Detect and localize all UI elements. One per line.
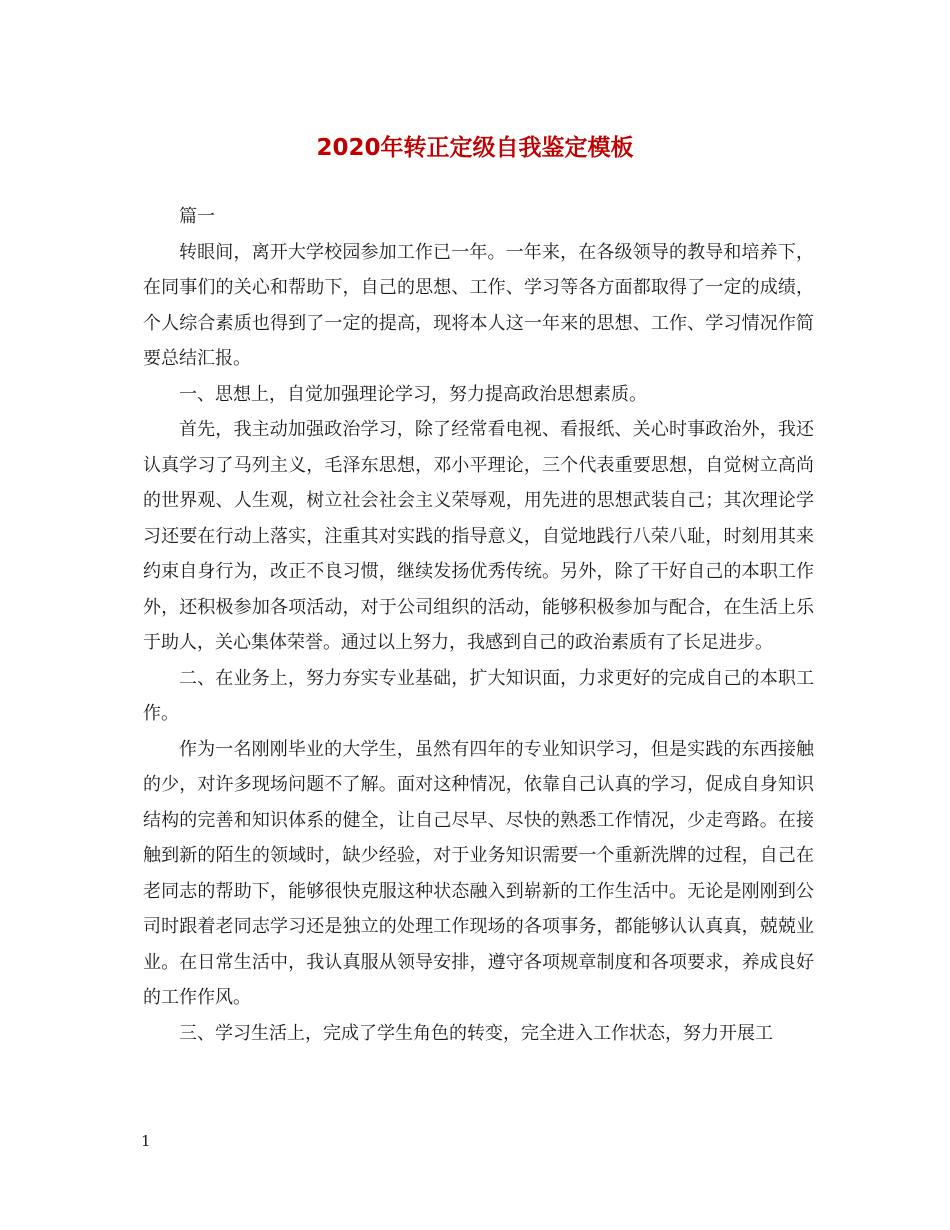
section-label: 篇一 (179, 206, 215, 227)
business-paragraph: 作为一名刚刚毕业的大学生，虽然有四年的专业知识学习，但是实践的东西接触的少，对许多现场问题不了解。面对这种情况，依靠自己认真的学习，促成自身知识结构的完善和知识体系的健全，让自己尽早、尽快的熟悉工作情况，少走弯路。在接触到新的陌生的领域时，缺少经验，对于业务知识需要一个重新洗牌的过程，自己在老同志的帮助下，能够很快克服这种状态融入到崭新的工作生活中。无论是刚刚到公司时跟着老同志学习还是独立的处理工作现场的各项事务，都能够认认真真，兢兢业业。在日常生活中，我认真服从领导安排，遵守各项规章制度和各项要求，养成良好的工作作风。 (143, 738, 814, 1008)
page-number: 1 (141, 1132, 151, 1150)
intro-paragraph: 转眼间，离开大学校园参加工作已一年。一年来，在各级领导的教导和培养下，在同事们的关心和帮助下，自己的思想、工作、学习等各方面都取得了一定的成绩，个人综合素质也得到了一定的提高，现将本人这一年来的思想、工作、学习情况作简要总结汇报。 (143, 241, 814, 369)
document-title: 2020年转正定级自我鉴定模板 (316, 135, 634, 161)
thought-paragraph: 首先，我主动加强政治学习，除了经常看电视、看报纸、关心时事政治外，我还认真学习了马列主义，毛泽东思想，邓小平理论，三个代表重要思想，自觉树立高尚的世界观、人生观，树立社会社会主义荣辱观，用先进的思想武装自己；其次理论学习还要在行动上落实，注重其对实践的指导意义，自觉地践行八荣八耻，时刻用其来约束自身行为，改正不良习惯，继续发扬优秀传统。另外，除了干好自己的本职工作外，还积极参加各项活动，对于公司组织的活动，能够积极参加与配合，在生活上乐于助人，关心集体荣誉。通过以上努力，我感到自己的政治素质有了长足进步。 (143, 419, 814, 653)
document-body (143, 199, 814, 1051)
section-heading-thought: 一、思想上，自觉加强理论学习，努力提高政治思想素质。 (179, 383, 647, 405)
section-heading-business: 二、在业务上，努力夯实专业基础，扩大知识面，力求更好的完成自己的本职工作。 (143, 667, 814, 724)
section-heading-study: 三、学习生活上，完成了学生角色的转变，完全进入工作状态，努力开展工 (179, 1022, 773, 1044)
